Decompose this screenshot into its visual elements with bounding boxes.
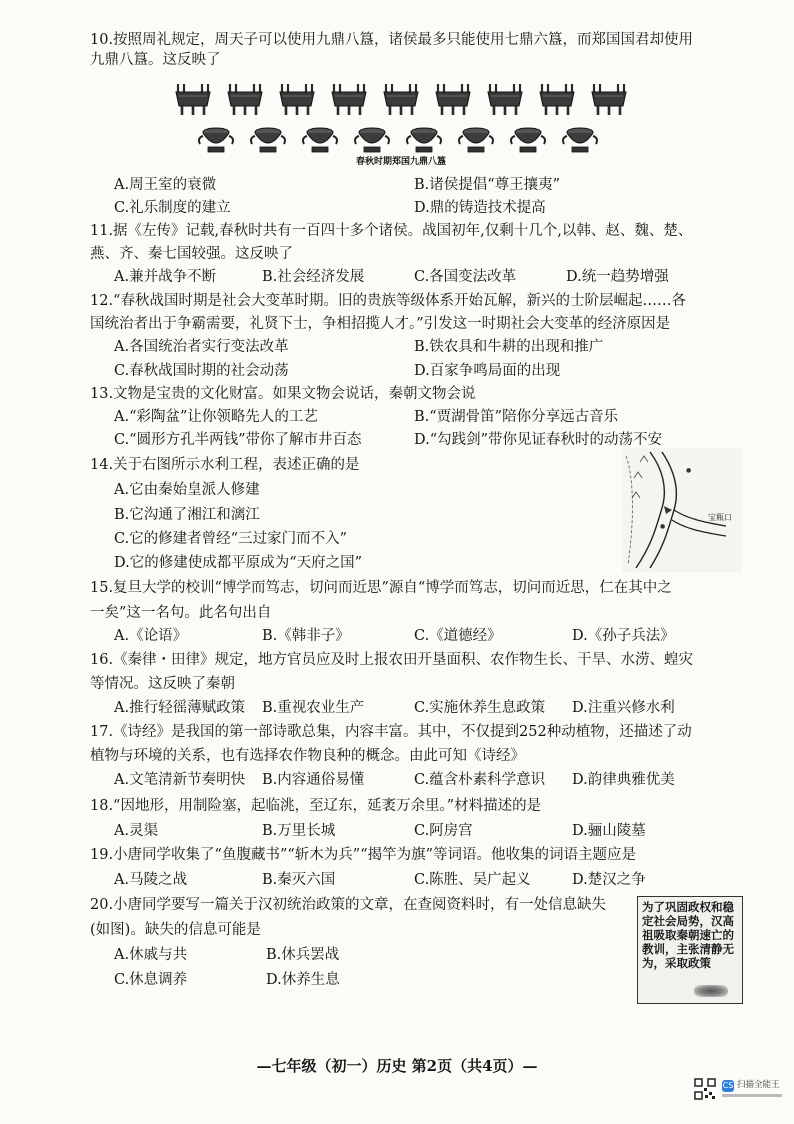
- ding-vessel-icon: [588, 82, 630, 116]
- dujiangyan-map: [622, 448, 742, 572]
- qr-code-icon: [694, 1078, 716, 1100]
- page-footer: —七年级（初一）历史 第2页（共4页）—: [256, 1057, 538, 1075]
- q10-option-a[interactable]: A.周王室的衰微: [114, 177, 217, 193]
- q19-stem-line1: 19.小唐同学收集了“鱼腹藏书”“斩木为兵”“揭竿为旗”等词语。他收集的词语主题应是: [90, 847, 637, 863]
- q11-option-a[interactable]: A.兼并战争不断: [114, 269, 217, 285]
- q12-stem-line1: 12.“春秋战国时期是社会大变革时期。旧的贵族等级体系开始瓦解，新兴的士阶层崛起……各: [90, 293, 686, 309]
- q20-option-a[interactable]: A.休戚与共: [114, 947, 188, 963]
- q14-stem-line1: 14.关于右图所示水利工程，表述正确的是: [90, 457, 360, 473]
- ding-vessel-icon: [328, 82, 370, 116]
- q18-option-b[interactable]: B.万里长城: [262, 823, 336, 839]
- q18-option-c[interactable]: C.阿房宫: [414, 823, 473, 839]
- ding-vessel-icon: [380, 82, 422, 116]
- scanner-brand: 扫描全能王: [737, 1080, 780, 1090]
- q20-option-b[interactable]: B.休兵罢战: [266, 947, 340, 963]
- q13-stem-line1: 13.文物是宝贵的文化财富。如果文物会说话，秦朝文物会说: [90, 386, 476, 402]
- q18-option-a[interactable]: A.灵渠: [114, 823, 159, 839]
- q18-option-d[interactable]: D.骊山陵墓: [572, 823, 646, 839]
- q12-option-a[interactable]: A.各国统治者实行变法改革: [114, 339, 289, 355]
- q20-stem-line1: 20.小唐同学要写一篇关于汉初统治政策的文章，在查阅资料时，有一处信息缺失: [90, 897, 607, 913]
- q16-option-d[interactable]: D.注重兴修水利: [572, 700, 675, 716]
- gui-vessel-icon: [352, 126, 392, 154]
- gui-vessel-icon: [404, 126, 444, 154]
- q13-option-b[interactable]: B.“贾湖骨笛”陪你分享远古音乐: [414, 409, 619, 425]
- q14-option-c[interactable]: C.它的修建者曾经“三过家门而不入”: [114, 531, 348, 547]
- ink-smudge: [694, 985, 728, 997]
- missing-info-box: [637, 896, 743, 1004]
- gui-row: [196, 126, 606, 156]
- q11-stem-line1: 11.据《左传》记载,春秋时共有一百四十多个诸侯。战国初年,仅剩十几个,以韩、赵、魏、楚、: [90, 223, 693, 239]
- ding-row: [172, 82, 632, 116]
- q14-option-b[interactable]: B.它沟通了湘江和漓江: [114, 507, 260, 523]
- q10-option-d[interactable]: D.鼎的铸造技术提高: [414, 200, 546, 216]
- q13-option-c[interactable]: C.“圆形方孔半两钱”带你了解市井百态: [114, 432, 362, 448]
- q12-option-d[interactable]: D.百家争鸣局面的出现: [414, 363, 561, 379]
- q17-stem-line1: 17.《诗经》是我国的第一部诗歌总集，内容丰富。其中，不仅提到252种动植物，还描述了动: [90, 724, 692, 740]
- q15-stem-line2: 一矣”这一名句。此名句出自: [90, 605, 272, 621]
- q20-option-c[interactable]: C.休息调养: [114, 972, 188, 988]
- q12-option-b[interactable]: B.铁农具和牛耕的出现和推广: [414, 339, 604, 355]
- river-map-svg: [622, 448, 742, 572]
- q17-option-b[interactable]: B.内容通俗易懂: [262, 772, 365, 788]
- q15-option-b[interactable]: B.《韩非子》: [262, 628, 350, 644]
- q10-option-c[interactable]: C.礼乐制度的建立: [114, 200, 231, 216]
- ding-vessel-icon: [224, 82, 266, 116]
- q19-option-a[interactable]: A.马陵之战: [114, 872, 188, 888]
- q19-option-c[interactable]: C.陈胜、吴广起义: [414, 872, 531, 888]
- q10-option-b[interactable]: B.诸侯提倡“尊王攘夷”: [414, 177, 561, 193]
- ding-vessel-icon: [484, 82, 526, 116]
- q12-stem-line2: 国统治者出于争霸需要，礼贤下士，争相招揽人才。”引发这一时期社会大变革的经济原因是: [90, 316, 671, 332]
- q11-option-c[interactable]: C.各国变法改革: [414, 269, 517, 285]
- q19-option-b[interactable]: B.秦灭六国: [262, 872, 336, 888]
- ding-vessel-icon: [432, 82, 474, 116]
- q20-option-d[interactable]: D.休养生息: [266, 972, 340, 988]
- ding-vessel-icon: [276, 82, 318, 116]
- gui-vessel-icon: [248, 126, 288, 154]
- q15-option-d[interactable]: D.《孙子兵法》: [572, 628, 675, 644]
- q10-stem-line1: 10.按照周礼规定，周天子可以使用九鼎八簋，诸侯最多只能使用七鼎六簋，而郑国国君却使用: [90, 32, 694, 48]
- q13-option-d[interactable]: D.“勾践剑”带你见证春秋时的动荡不安: [414, 432, 663, 448]
- q17-option-d[interactable]: D.韵律典雅优美: [572, 772, 675, 788]
- q19-option-d[interactable]: D.楚汉之争: [572, 872, 646, 888]
- gui-vessel-icon: [300, 126, 340, 154]
- camscanner-logo-icon: CS: [722, 1081, 734, 1090]
- q16-stem-line1: 16.《秦律・田律》规定，地方官员应及时上报农田开垦面积、农作物生长、干旱、水涝、蝗灾: [90, 652, 694, 668]
- q13-option-a[interactable]: A.“彩陶盆”让你领略先人的工艺: [114, 409, 318, 425]
- q10-stem-line2: 九鼎八簋。这反映了: [90, 52, 221, 68]
- map-background: [622, 448, 742, 572]
- q14-option-d[interactable]: D.它的修建使成都平原成为“天府之国”: [114, 555, 363, 571]
- figure-caption: 春秋时期郑国九鼎八簋: [355, 157, 446, 167]
- q18-stem-line1: 18.“因地形，用制险塞，起临洮，至辽东，延袤万余里。”材料描述的是: [90, 798, 542, 814]
- q17-stem-line2: 植物与环境的关系，也有选择农作物良种的概念。由此可知《诗经》: [90, 748, 525, 764]
- q16-stem-line2: 等情况。这反映了秦朝: [90, 676, 235, 692]
- q16-option-b[interactable]: B.重视农业生产: [262, 700, 365, 716]
- map-mark-2: ●: [660, 523, 666, 530]
- q17-option-c[interactable]: C.蕴含朴素科学意识: [414, 772, 546, 788]
- q20-stem-line2: (如图)。缺失的信息可能是: [90, 922, 261, 938]
- q16-option-c[interactable]: C.实施休养生息政策: [414, 700, 546, 716]
- ding-vessel-icon: [172, 82, 214, 116]
- ding-vessel-icon: [536, 82, 578, 116]
- vessels-figure: [162, 72, 640, 168]
- q15-option-c[interactable]: C.《道德经》: [414, 628, 502, 644]
- q11-stem-line2: 燕、齐、秦七国较强。这反映了: [90, 246, 293, 262]
- gui-vessel-icon: [560, 126, 600, 154]
- q11-option-b[interactable]: B.社会经济发展: [262, 269, 365, 285]
- gui-vessel-icon: [196, 126, 236, 154]
- scanner-subline: [722, 1094, 782, 1097]
- infobox-text: 为了巩固政权和稳定社会局势，汉高祖吸取秦朝速亡的教训，主张清静无为，采取政策: [642, 900, 734, 970]
- q16-option-a[interactable]: A.推行轻徭薄赋政策: [114, 700, 246, 716]
- q15-stem-line1: 15.复旦大学的校训“博学而笃志，切问而近思”源自“博学而笃志，切问而近思，仁在其中之: [90, 580, 672, 596]
- q14-option-a[interactable]: A.它由秦始皇派人修建: [114, 482, 260, 498]
- q12-option-c[interactable]: C.春秋战国时期的社会动荡: [114, 363, 289, 379]
- map-label-baopingkou: 宝瓶口: [708, 513, 732, 522]
- map-mark-1: ●: [686, 467, 692, 474]
- q15-option-a[interactable]: A.《论语》: [114, 628, 188, 644]
- gui-vessel-icon: [508, 126, 548, 154]
- q17-option-a[interactable]: A.文笔清新节奏明快: [114, 772, 246, 788]
- q11-option-d[interactable]: D.统一趋势增强: [566, 269, 669, 285]
- gui-vessel-icon: [456, 126, 496, 154]
